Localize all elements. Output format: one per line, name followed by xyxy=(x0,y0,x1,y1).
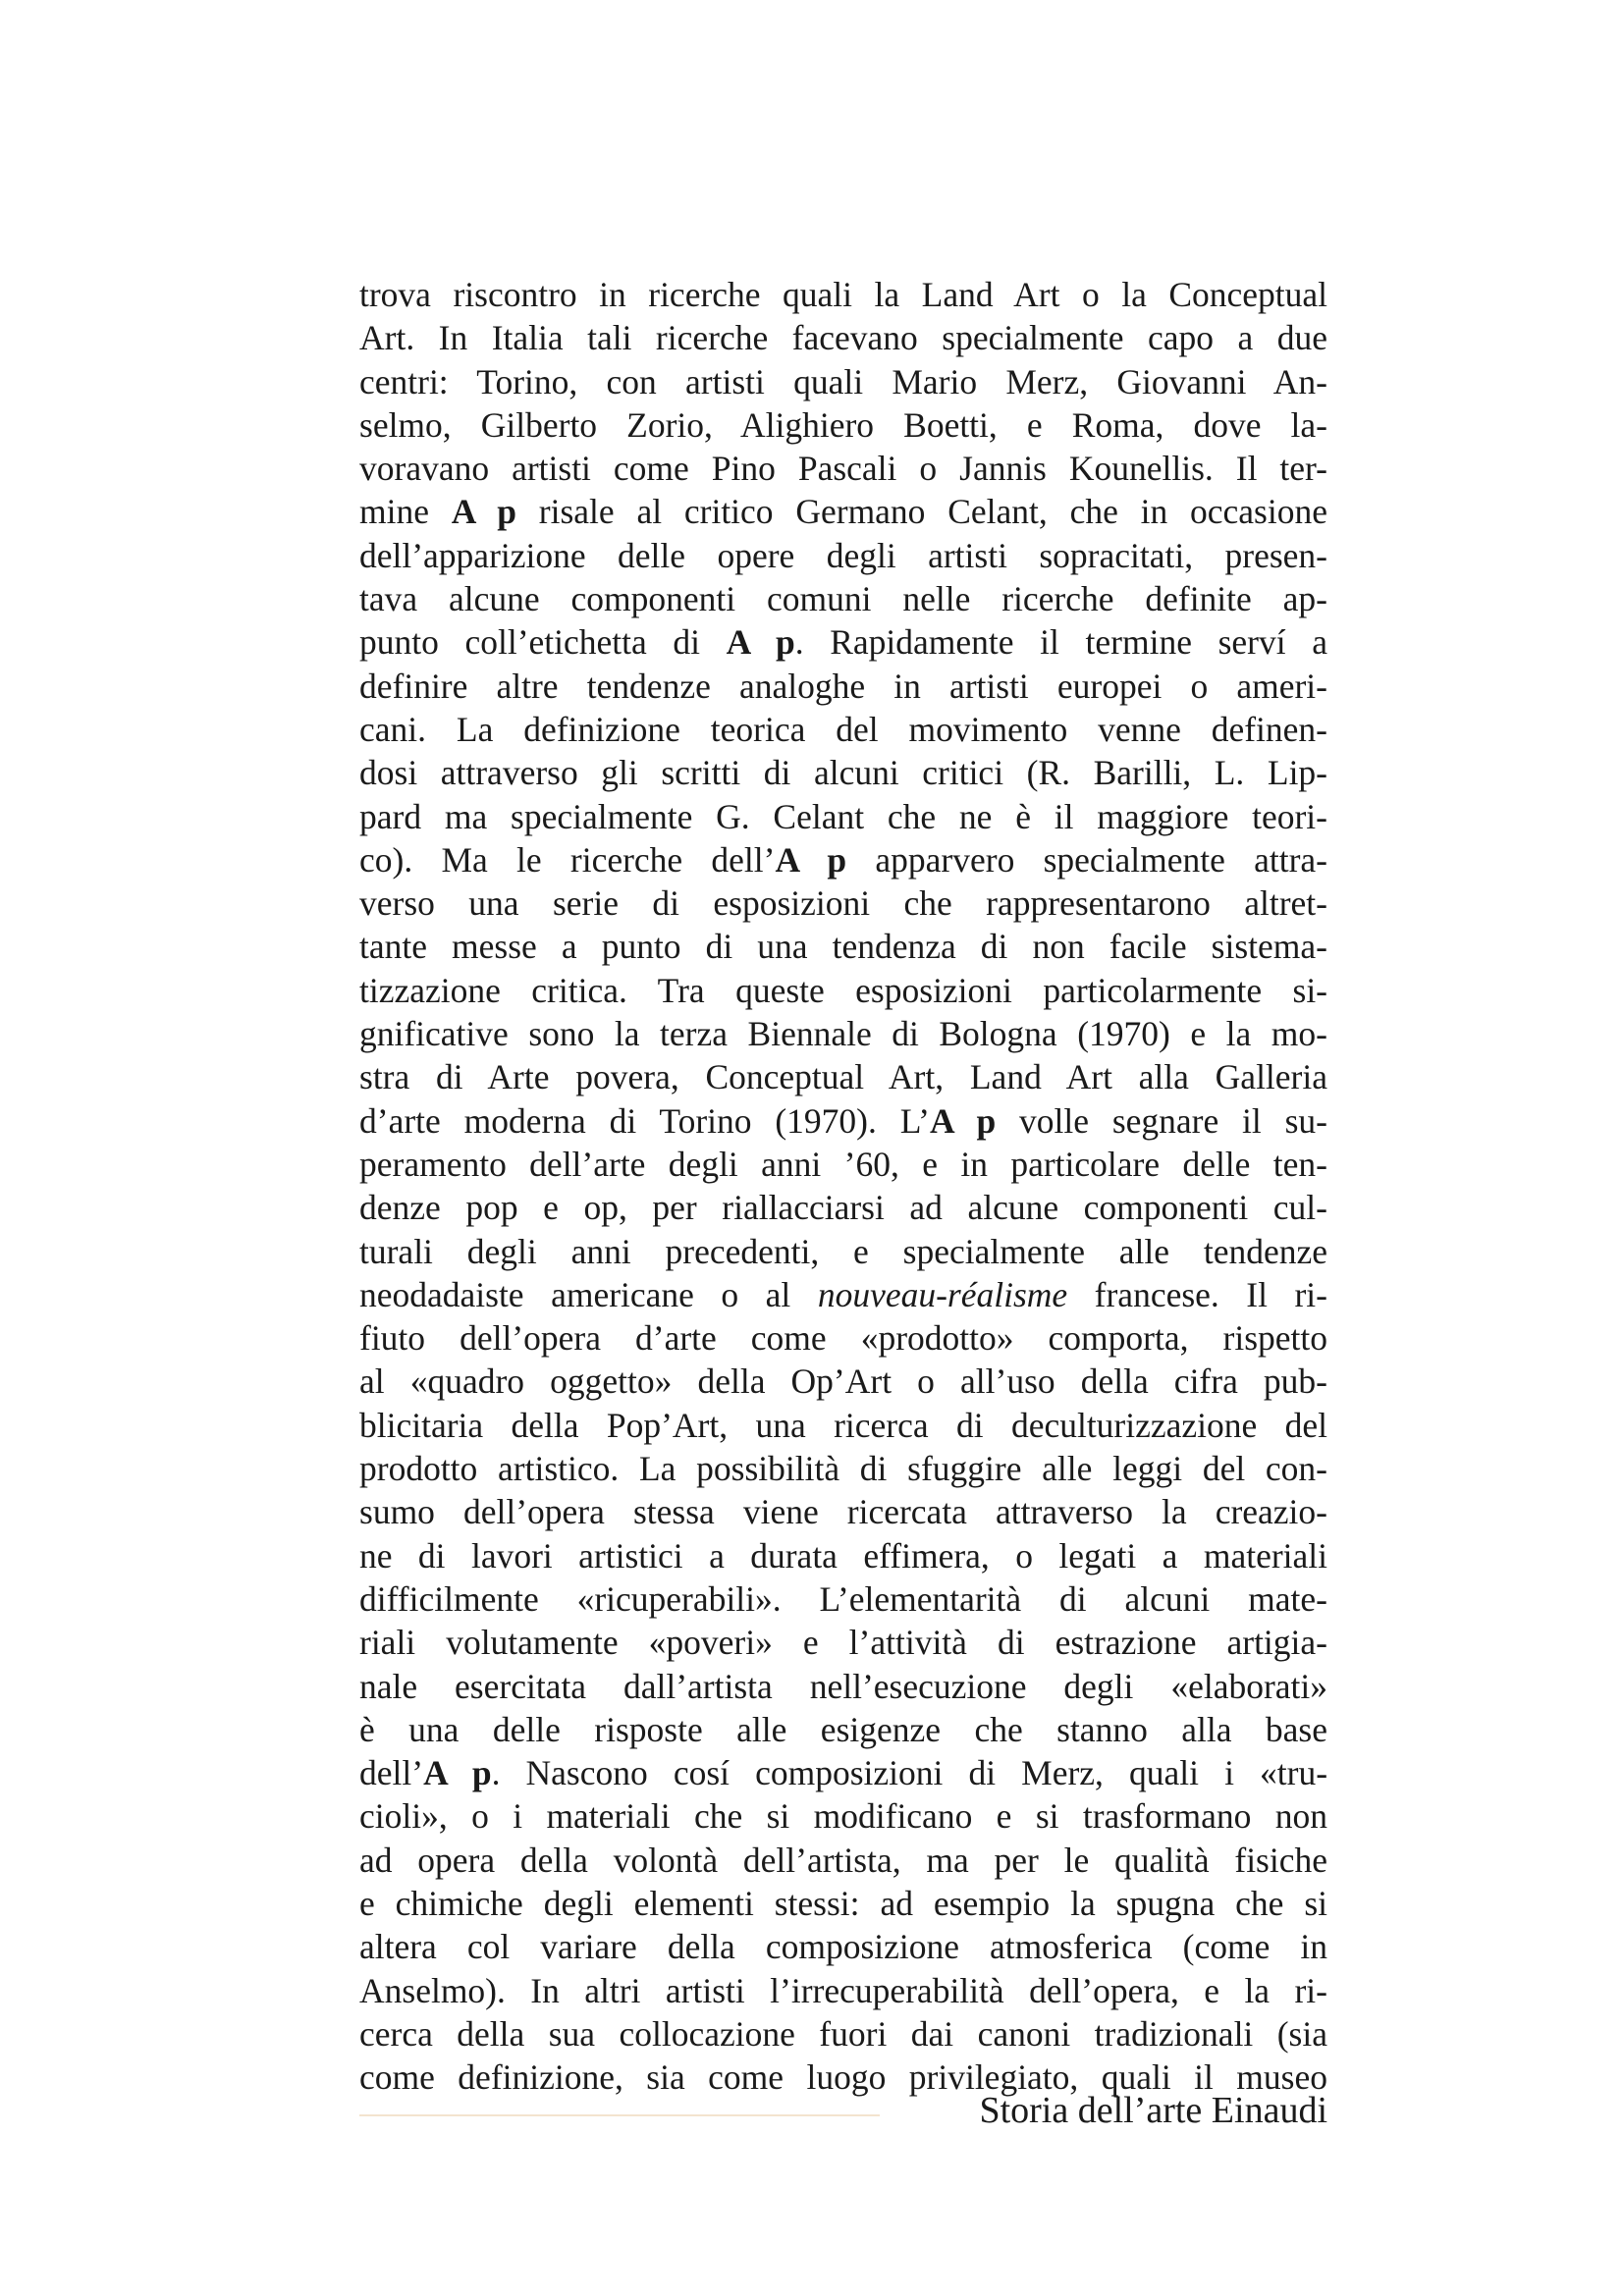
text-line xyxy=(359,1708,1327,1751)
text-run: tava alcune componenti comuni nelle ricerche definite ap- xyxy=(359,579,1327,619)
text-line xyxy=(359,1143,1327,1186)
text-run: selmo, Gilberto Zorio, Alighiero Boetti, e Roma, dove la- xyxy=(359,404,1327,445)
text-run: nale esercitata dall’artista nell’esecuzione degli «elaborati» xyxy=(359,1666,1327,1706)
text-line xyxy=(359,447,1327,490)
text-run: Art. In Italia tali ricerche facevano specialmente capo a due xyxy=(359,318,1327,358)
text-line xyxy=(359,1447,1327,1490)
text-line xyxy=(359,403,1327,447)
text-line xyxy=(359,1882,1327,1925)
text-run: gnificative sono la terza Biennale di Bologna (1970) e la mo- xyxy=(359,1014,1327,1054)
text-line xyxy=(359,1621,1327,1664)
text-line xyxy=(359,2012,1327,2056)
text-line xyxy=(359,1665,1327,1708)
text-run: centri: Torino, con artisti quali Mario Merz, Giovanni An- xyxy=(359,361,1327,401)
text-line xyxy=(359,1490,1327,1533)
text-run: trova riscontro in ricerche quali la Land Art o la Conceptual xyxy=(359,275,1327,314)
text-run: come definizione, sia come luogo privilegiato, quali il museo xyxy=(359,2057,1327,2098)
text-line xyxy=(359,273,1327,316)
text-run: cerca della sua collocazione fuori dai canoni tradizionali (sia xyxy=(359,2013,1327,2054)
italic-term: nouveau-réalisme xyxy=(817,1274,1068,1314)
text-run: turali degli anni precedenti, e specialmente alle tendenze xyxy=(359,1231,1327,1271)
body-text-column xyxy=(359,273,1327,2099)
text-run: mine xyxy=(359,492,452,532)
text-run: dell’apparizione delle opere degli artisti sopracitati, presen- xyxy=(359,535,1327,575)
text-run: apparvero specialmente attra- xyxy=(846,839,1327,880)
text-line xyxy=(359,1925,1327,1968)
term-abbreviation: A p xyxy=(726,622,795,663)
text-line xyxy=(359,795,1327,838)
term-abbreviation: A p xyxy=(929,1100,997,1141)
text-run: francese. Il ri- xyxy=(1067,1274,1327,1314)
text-line xyxy=(359,1404,1327,1447)
text-run: dosi attraverso gli scritti di alcuni critici (R. Barilli, L. Lip- xyxy=(359,753,1327,793)
text-line xyxy=(359,316,1327,359)
text-line xyxy=(359,1360,1327,1403)
text-line xyxy=(359,577,1327,620)
text-line xyxy=(359,534,1327,577)
text-line xyxy=(359,1577,1327,1621)
text-line xyxy=(359,708,1327,751)
text-run: fiuto dell’opera d’arte come «prodotto» comporta, rispetto xyxy=(359,1318,1327,1359)
text-run: peramento dell’arte degli anni ’60, e in particolare delle ten- xyxy=(359,1144,1327,1184)
text-line xyxy=(359,925,1327,968)
text-line xyxy=(359,490,1327,533)
text-run: punto coll’etichetta di xyxy=(359,622,727,663)
text-run: cioli», o i materiali che si modificano e si trasformano non xyxy=(359,1796,1327,1837)
text-line xyxy=(359,1839,1327,1882)
text-line xyxy=(359,1273,1327,1316)
term-abbreviation: A p xyxy=(451,492,516,532)
text-run: pard ma specialmente G. Celant che ne è il maggiore teori- xyxy=(359,796,1327,836)
text-run: cani. La definizione teorica del movimento venne definen- xyxy=(359,709,1327,749)
text-line xyxy=(359,838,1327,881)
text-line xyxy=(359,665,1327,708)
text-line xyxy=(359,1751,1327,1794)
text-line xyxy=(359,881,1327,925)
footer-publisher-label: Storia dell’arte Einaudi xyxy=(979,2090,1327,2131)
text-run: altera col variare della composizione atmosferica (come in xyxy=(359,1927,1327,1967)
text-line xyxy=(359,751,1327,794)
text-line xyxy=(359,1186,1327,1229)
text-line xyxy=(359,1794,1327,1838)
text-line xyxy=(359,360,1327,403)
text-line xyxy=(359,1969,1327,2012)
text-run: voravano artisti come Pino Pascali o Jannis Kounellis. Il ter- xyxy=(359,449,1327,489)
text-run: verso una serie di esposizioni che rappresentarono altret- xyxy=(359,883,1327,924)
text-run: è una delle risposte alle esigenze che stanno alla base xyxy=(359,1709,1327,1749)
text-line xyxy=(359,969,1327,1012)
text-line xyxy=(359,1230,1327,1273)
text-run: difficilmente «ricuperabili». L’elementarità di alcuni mate- xyxy=(359,1578,1327,1619)
text-line xyxy=(359,1534,1327,1577)
text-line xyxy=(359,1012,1327,1055)
text-run: sumo dell’opera stessa viene ricercata attraverso la creazio- xyxy=(359,1492,1327,1532)
text-run: al «quadro oggetto» della Op’Art o all’uso della cifra pub- xyxy=(359,1362,1327,1402)
text-run: . Nascono cosí composizioni di Merz, quali i «tru- xyxy=(491,1753,1328,1793)
text-run: prodotto artistico. La possibilità di sfuggire alle leggi del con- xyxy=(359,1449,1327,1489)
text-run: stra di Arte povera, Conceptual Art, Land Art alla Galleria xyxy=(359,1057,1327,1097)
term-abbreviation: A p xyxy=(423,1753,492,1793)
text-line xyxy=(359,1099,1327,1143)
text-run: tizzazione critica. Tra queste esposizioni particolarmente si- xyxy=(359,970,1327,1010)
text-run: risale al critico Germano Celant, che in occasione xyxy=(516,492,1327,532)
text-run: d’arte moderna di Torino (1970). L’ xyxy=(359,1100,930,1141)
text-run: co). Ma le ricerche dell’ xyxy=(359,839,776,880)
text-run: blicitaria della Pop’Art, una ricerca di deculturizzazione del xyxy=(359,1405,1327,1445)
text-line xyxy=(359,620,1327,664)
text-run: . Rapidamente il termine serví a xyxy=(794,622,1327,663)
text-run: neodadaiste americane o al xyxy=(359,1274,818,1314)
text-run: riali volutamente «poveri» e l’attività di estrazione artigia- xyxy=(359,1623,1327,1663)
text-run: ne di lavori artistici a durata effimera, o legati a materiali xyxy=(359,1535,1327,1575)
text-line xyxy=(359,1316,1327,1360)
text-run: dell’ xyxy=(359,1753,424,1793)
text-run: definire altre tendenze analoghe in artisti europei o ameri- xyxy=(359,666,1327,706)
text-run: tante messe a punto di una tendenza di non facile sistema- xyxy=(359,927,1327,967)
term-abbreviation: A p xyxy=(775,839,847,880)
footer-rule xyxy=(359,2114,880,2116)
text-line xyxy=(359,1055,1327,1098)
text-run: denze pop e op, per riallacciarsi ad alcune componenti cul- xyxy=(359,1188,1327,1228)
text-run: Anselmo). In altri artisti l’irrecuperabilità dell’opera, e la ri- xyxy=(359,1970,1327,2010)
text-run: e chimiche degli elementi stessi: ad esempio la spugna che si xyxy=(359,1883,1327,1923)
text-run: volle segnare il su- xyxy=(996,1100,1327,1141)
text-run: ad opera della volontà dell’artista, ma per le qualità fisiche xyxy=(359,1840,1327,1880)
